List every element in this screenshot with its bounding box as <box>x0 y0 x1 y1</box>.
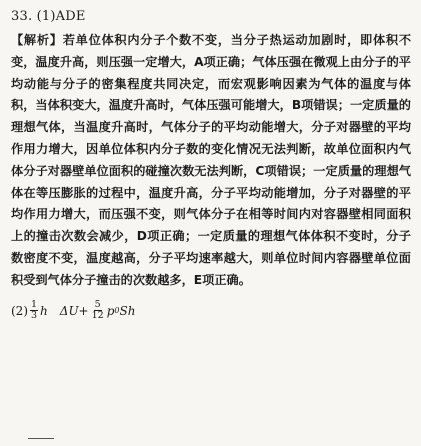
pressure-symbol: p <box>106 303 115 318</box>
part2-answer <box>11 298 411 324</box>
fraction-denominator: 12 <box>91 310 104 322</box>
term-sh: Sh <box>119 303 136 318</box>
fraction-numerator: 1 <box>31 299 38 311</box>
fraction-numerator: 5 <box>94 299 101 311</box>
question-heading: 33. (1)ADE <box>11 9 86 24</box>
analysis-body: 若单位体积内分子个数不变，当分子热运动加剧时，即体积不变，温度升高，则压强一定增大，A项正确；气体压强在微观上由分子的平均动能与分子的密集程度共同决定，而宏观影响因素为气体的温度与体积，当体积变大，温度升高时，气体压强可能增大，B项错误；一定质量的理想气体，当温度升高时，气体分子的平均动能增大，分子对器壁的平均作用力增大，因单位体积内分子数的变化情况无法判断，故单位面积内气体分子对器壁单位面积的碰撞次数无法判断，C项错误；一定质量的理想气体在等压膨胀的过程中，温度升高，分子平均动能增加，分子对器壁的平均作用力增大，而压强不变，则气体分子在相等时间内对容器壁相同面积上的撞击次数会减少，D项正确；一定质量的理想气体体积不变时，分子数密度不变，温度越高，分子平均速率越大，则单位时间内容器壁单位面积受到气体分子撞击的次数越多，E项正确。 <box>11 33 412 287</box>
fraction-denominator: 3 <box>31 310 38 322</box>
fraction-one-third <box>30 300 38 321</box>
analysis-paragraph <box>11 30 411 292</box>
fraction-five-twelfths <box>91 300 105 321</box>
term-delta-u: ΔU+ <box>59 303 89 318</box>
part2-label: (2) <box>11 303 28 318</box>
analysis-tag: 【解析】 <box>11 33 63 47</box>
variable-h: h <box>40 303 48 318</box>
cut-off-stroke <box>28 438 54 439</box>
pressure-subscript: 0 <box>114 306 120 316</box>
